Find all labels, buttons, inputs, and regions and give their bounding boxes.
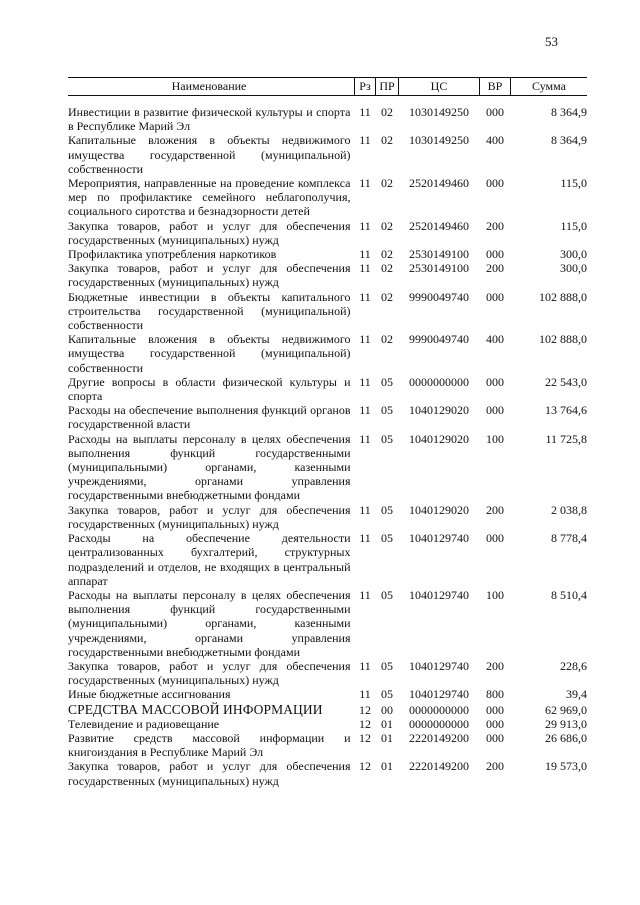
row-rz: 11 <box>359 403 371 418</box>
row-sum: 8 510,4 <box>551 587 587 602</box>
row-cs: 0000000000 <box>409 716 469 731</box>
table-row <box>68 219 587 247</box>
row-rz: 11 <box>359 502 371 517</box>
table-row <box>68 133 587 176</box>
row-vr: 200 <box>486 658 504 673</box>
row-sum: 102 888,0 <box>539 289 587 304</box>
row-cs: 9990049740 <box>409 332 469 347</box>
row-sum: 13 764,6 <box>545 403 587 418</box>
row-vr: 000 <box>486 730 504 745</box>
row-cs: 2220149200 <box>409 730 469 745</box>
row-pr: 00 <box>381 702 393 717</box>
row-pr: 02 <box>381 332 393 347</box>
row-sum: 115,0 <box>560 218 587 233</box>
row-rz: 11 <box>359 218 371 233</box>
row-sum: 115,0 <box>560 176 587 191</box>
table-row <box>68 659 587 687</box>
row-name: Иные бюджетные ассигнования <box>68 687 231 702</box>
table-section-row <box>68 702 587 717</box>
row-sum: 39,4 <box>566 687 587 702</box>
row-sum: 300,0 <box>560 247 587 262</box>
row-name: Развитие средств массовой информации и книгоиздания в Республике Марий Эл <box>68 730 351 760</box>
row-cs: 1040129020 <box>409 431 469 446</box>
row-pr: 05 <box>381 502 393 517</box>
row-name: Закупка товаров, работ и услуг для обеспечения государственных (муниципальных) нужд <box>68 759 351 788</box>
row-cs: 1040129740 <box>409 658 469 673</box>
row-vr: 200 <box>486 759 504 774</box>
row-rz: 11 <box>359 247 371 262</box>
table-header-row <box>68 78 587 96</box>
row-sum: 22 543,0 <box>545 374 587 389</box>
row-vr: 000 <box>486 289 504 304</box>
table-row <box>68 503 587 531</box>
row-rz: 11 <box>359 658 371 673</box>
row-pr: 02 <box>381 289 393 304</box>
row-name: Капитальные вложения в объекты недвижимого имущества государственной (муниципальной) собственности <box>68 133 351 176</box>
row-pr: 02 <box>381 176 393 191</box>
row-cs: 9990049740 <box>409 289 469 304</box>
row-sum: 8 778,4 <box>551 531 587 546</box>
row-vr: 100 <box>486 431 504 446</box>
table-row <box>68 176 587 219</box>
row-vr: 800 <box>486 687 504 702</box>
row-pr: 02 <box>381 133 393 148</box>
row-pr: 02 <box>381 218 393 233</box>
row-name: Расходы на обеспечение выполнения функций органов государственной власти <box>68 403 351 432</box>
row-vr: 200 <box>486 502 504 517</box>
row-name: Мероприятия, направленные на проведение комплекса мер по профилактике семейного неблагополучия, социального сиротства и безнадзорности детей <box>68 176 351 219</box>
row-sum: 26 686,0 <box>545 730 587 745</box>
row-name: Расходы на выплаты персоналу в целях обеспечения выполнения функций государственными (муниципальными) органами, казенными учреждениями, органами управления государственными внебюджетными фондами <box>68 431 351 503</box>
row-rz: 12 <box>359 759 371 774</box>
row-sum: 2 038,8 <box>551 502 587 517</box>
row-vr: 000 <box>486 403 504 418</box>
table-row <box>68 759 587 787</box>
row-pr: 01 <box>381 759 393 774</box>
row-vr: 400 <box>486 133 504 148</box>
row-name: Закупка товаров, работ и услуг для обеспечения государственных (муниципальных) нужд <box>68 502 351 531</box>
row-rz: 12 <box>359 730 371 745</box>
row-cs: 2530149100 <box>409 261 469 276</box>
header-name: Наименование <box>68 78 355 96</box>
row-pr: 02 <box>381 247 393 262</box>
row-name: Инвестиции в развитие физической культуры и спорта в Республике Марий Эл <box>68 105 351 134</box>
row-sum: 11 725,8 <box>545 431 587 446</box>
row-cs: 2520149460 <box>409 176 469 191</box>
row-cs: 2520149460 <box>409 218 469 233</box>
row-vr: 200 <box>486 218 504 233</box>
row-cs: 1040129740 <box>409 587 469 602</box>
table-row <box>68 731 587 759</box>
row-name: Расходы на обеспечение деятельности централизованных бухгалтерий, структурных подразделений и отделов, не входящих в центральный аппарат <box>68 531 351 588</box>
row-rz: 11 <box>359 133 371 148</box>
row-rz: 12 <box>359 716 371 731</box>
row-pr: 02 <box>381 105 393 119</box>
row-rz: 11 <box>359 332 371 347</box>
row-name: Капитальные вложения в объекты недвижимого имущества государственной (муниципальной) собственности <box>68 332 351 375</box>
row-vr: 100 <box>486 587 504 602</box>
row-vr: 000 <box>486 374 504 389</box>
row-pr: 05 <box>381 374 393 389</box>
table-row <box>68 105 587 133</box>
table-row <box>68 290 587 333</box>
header-rz: Рз <box>355 78 376 96</box>
row-pr: 05 <box>381 658 393 673</box>
row-name: Телевидение и радиовещание <box>68 716 220 731</box>
table-row <box>68 531 587 588</box>
header-vr: ВР <box>480 78 511 96</box>
row-name: Бюджетные инвестиции в объекты капитального строительства государственной (муниципальной) собственности <box>68 289 351 333</box>
row-pr: 02 <box>381 261 393 276</box>
table-row <box>68 403 587 431</box>
row-pr: 01 <box>381 730 393 745</box>
row-name: СРЕДСТВА МАССОВОЙ ИНФОРМАЦИИ <box>68 701 323 717</box>
row-vr: 000 <box>486 702 504 717</box>
table-row <box>68 261 587 289</box>
table-row <box>68 375 587 403</box>
row-sum: 62 969,0 <box>545 702 587 717</box>
row-rz: 11 <box>359 531 371 546</box>
row-sum: 19 573,0 <box>545 759 587 774</box>
row-vr: 200 <box>486 261 504 276</box>
header-sum: Сумма <box>511 78 588 96</box>
row-cs: 0000000000 <box>409 374 469 389</box>
row-pr: 05 <box>381 431 393 446</box>
table-row <box>68 717 587 731</box>
row-vr: 000 <box>486 176 504 191</box>
row-rz: 11 <box>359 261 371 276</box>
row-rz: 11 <box>359 105 371 119</box>
row-pr: 05 <box>381 531 393 546</box>
row-cs: 1040129020 <box>409 403 469 418</box>
table-body <box>68 96 587 788</box>
row-pr: 05 <box>381 403 393 418</box>
row-vr: 400 <box>486 332 504 347</box>
row-sum: 300,0 <box>560 261 587 276</box>
row-cs: 1040129020 <box>409 502 469 517</box>
row-rz: 11 <box>359 587 371 602</box>
row-name: Другие вопросы в области физической культуры и спорта <box>68 374 351 404</box>
table-row <box>68 247 587 261</box>
row-sum: 8 364,9 <box>551 105 587 119</box>
row-cs: 1040129740 <box>409 687 469 702</box>
row-sum: 8 364,9 <box>551 133 587 148</box>
row-cs: 1030149250 <box>409 105 469 119</box>
row-name: Расходы на выплаты персоналу в целях обеспечения выполнения функций государственными (муниципальными) органами, казенными учреждениями, органами управления государственными внебюджетными фондами <box>68 587 351 659</box>
row-rz: 11 <box>359 176 371 191</box>
row-sum: 102 888,0 <box>539 332 587 347</box>
row-rz: 11 <box>359 289 371 304</box>
row-rz: 11 <box>359 431 371 446</box>
table-row <box>68 432 587 503</box>
row-rz: 11 <box>359 687 371 702</box>
table-spacer-row <box>68 96 587 106</box>
budget-table <box>68 77 587 788</box>
row-rz: 12 <box>359 702 371 717</box>
row-name: Профилактика употребления наркотиков <box>68 247 277 262</box>
row-vr: 000 <box>486 105 504 119</box>
row-cs: 2530149100 <box>409 247 469 262</box>
row-cs: 1040129740 <box>409 531 469 546</box>
row-vr: 000 <box>486 531 504 546</box>
row-name: Закупка товаров, работ и услуг для обеспечения государственных (муниципальных) нужд <box>68 261 351 290</box>
header-cs: ЦС <box>399 78 480 96</box>
row-name: Закупка товаров, работ и услуг для обеспечения государственных (муниципальных) нужд <box>68 218 351 247</box>
page-number: 53 <box>545 34 558 49</box>
row-pr: 05 <box>381 587 393 602</box>
row-vr: 000 <box>486 247 504 262</box>
row-name: Закупка товаров, работ и услуг для обеспечения государственных (муниципальных) нужд <box>68 658 351 688</box>
table-row <box>68 332 587 375</box>
row-cs: 2220149200 <box>409 759 469 774</box>
row-cs: 0000000000 <box>409 702 469 717</box>
row-sum: 29 913,0 <box>545 716 587 731</box>
header-pr: ПР <box>376 78 399 96</box>
row-sum: 228,6 <box>560 658 587 673</box>
row-rz: 11 <box>359 374 371 389</box>
row-pr: 05 <box>381 687 393 702</box>
row-cs: 1030149250 <box>409 133 469 148</box>
row-vr: 000 <box>486 716 504 731</box>
table-row <box>68 687 587 701</box>
table-row <box>68 588 587 659</box>
row-pr: 01 <box>381 716 393 731</box>
